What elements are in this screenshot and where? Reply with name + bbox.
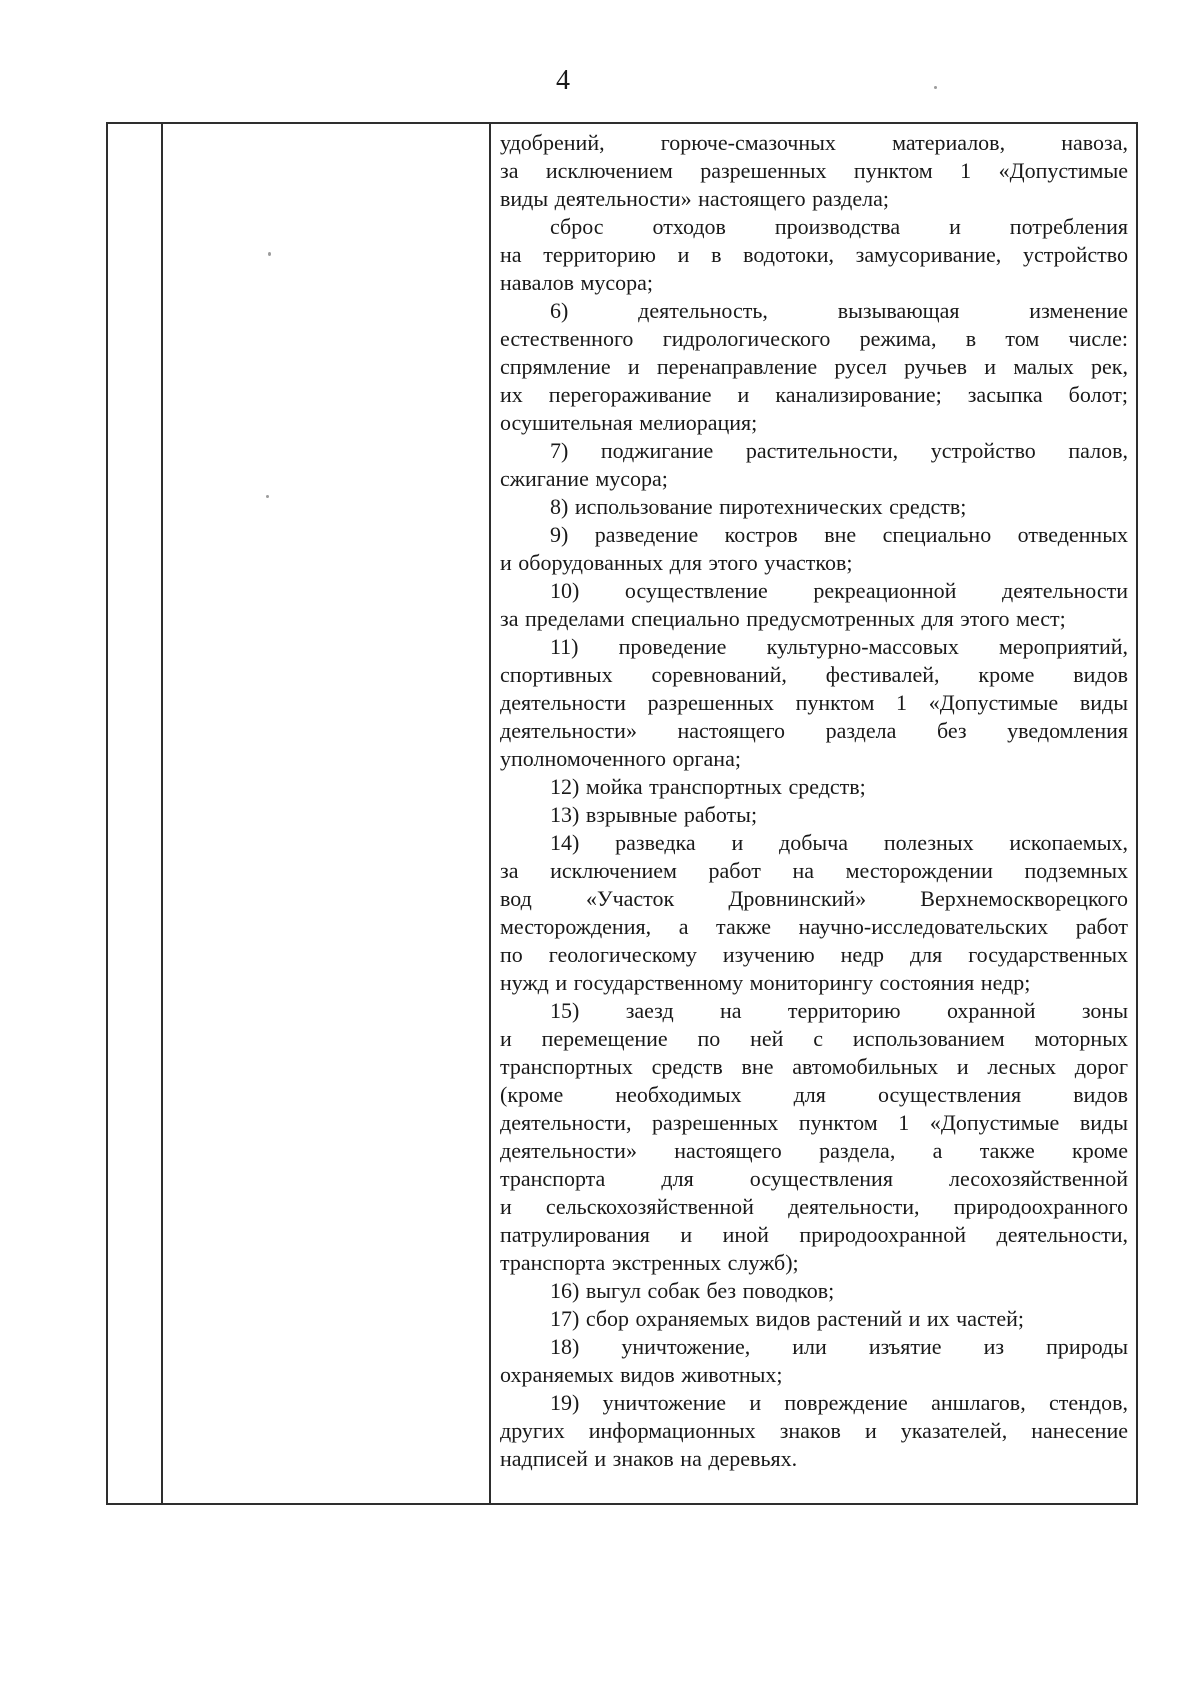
text-line: за исключением разрешенных пунктом 1 «Допустимые	[500, 158, 1128, 183]
text-line: 17) сбор охраняемых видов растений и их частей;	[550, 1306, 1025, 1331]
text-line: нужд и государственному мониторингу состояния недр;	[500, 970, 1031, 995]
text-line: других информационных знаков и указателей, нанесение	[500, 1418, 1128, 1443]
text-line: 15) заезд на территорию охранной зоны	[550, 998, 1128, 1023]
text-line: транспорта для осуществления лесохозяйственной	[500, 1166, 1128, 1191]
text-line: спортивных соревнований, фестивалей, кроме видов	[500, 662, 1128, 687]
table	[106, 122, 1138, 1505]
text-line: 11) проведение культурно-массовых мероприятий,	[550, 634, 1128, 659]
text-line: естественного гидрологического режима, в том числе:	[500, 326, 1128, 351]
text-line: уполномоченного органа;	[500, 746, 741, 771]
text-line: спрямление и перенаправление русел ручьев и малых рек,	[500, 354, 1128, 379]
text-line: 19) уничтожение и повреждение аншлагов, стендов,	[550, 1390, 1128, 1415]
text-line: транспортных средств вне автомобильных и лесных дорог	[500, 1054, 1128, 1079]
text-line: патрулирования и иной природоохранной деятельности,	[500, 1222, 1128, 1247]
text-line: 16) выгул собак без поводков;	[550, 1278, 835, 1303]
scan-speck	[268, 252, 271, 256]
text-line: (кроме необходимых для осуществления видов	[500, 1082, 1128, 1107]
text-line: 14) разведка и добыча полезных ископаемых,	[550, 830, 1128, 855]
text-line: 7) поджигание растительности, устройство палов,	[550, 438, 1128, 463]
text-line: охраняемых видов животных;	[500, 1362, 783, 1387]
text-line: виды деятельности» настоящего раздела;	[500, 186, 889, 211]
text-line: и оборудованных для этого участков;	[500, 550, 853, 575]
scan-speck	[266, 495, 269, 498]
text-line: 10) осуществление рекреационной деятельности	[550, 578, 1128, 603]
text-line: 6) деятельность, вызывающая изменение	[550, 298, 1128, 323]
table-cell-empty-2	[163, 124, 491, 1503]
text-line: 13) взрывные работы;	[550, 802, 758, 827]
text-line: и перемещение по ней с использованием моторных	[500, 1026, 1128, 1051]
text-line: навалов мусора;	[500, 270, 654, 295]
text-line: транспорта экстренных служб);	[500, 1250, 799, 1275]
text-line: 18) уничтожение, или изъятие из природы	[550, 1334, 1128, 1359]
text-line: деятельности разрешенных пунктом 1 «Допустимые виды	[500, 690, 1128, 715]
text-line: месторождения, а также научно-исследовательских работ	[500, 914, 1128, 939]
text-line: осушительная мелиорация;	[500, 410, 758, 435]
text-line: 12) мойка транспортных средств;	[550, 774, 866, 799]
text-line: деятельности, разрешенных пунктом 1 «Допустимые виды	[500, 1110, 1128, 1135]
page-number: 4	[556, 65, 570, 96]
table-cell-empty-1	[108, 124, 163, 1503]
text-line: и сельскохозяйственной деятельности, природоохранного	[500, 1194, 1128, 1219]
text-line: сжигание мусора;	[500, 466, 668, 491]
table-cell-text	[491, 124, 1136, 1503]
text-line: их перегораживание и канализирование; засыпка болот;	[500, 382, 1128, 407]
text-line: по геологическому изучению недр для государственных	[500, 942, 1128, 967]
text-line: за исключением работ на месторождении подземных	[500, 858, 1128, 883]
text-line: 9) разведение костров вне специально отведенных	[550, 522, 1128, 547]
text-line: сброс отходов производства и потребления	[550, 214, 1128, 239]
text-line: 8) использование пиротехнических средств;	[550, 494, 967, 519]
text-line: удобрений, горюче-смазочных материалов, навоза,	[500, 130, 1128, 155]
text-line: на территорию и в водотоки, замусоривание, устройство	[500, 242, 1128, 267]
text-line: деятельности» настоящего раздела, а также кроме	[500, 1138, 1128, 1163]
text-line: деятельности» настоящего раздела без уведомления	[500, 718, 1128, 743]
text-line: за пределами специально предусмотренных для этого мест;	[500, 606, 1066, 631]
text-line: надписей и знаков на деревьях.	[500, 1446, 798, 1471]
scan-speck	[934, 86, 937, 89]
text-line: вод «Участок Дровнинский» Верхнемоскворецкого	[500, 886, 1128, 911]
